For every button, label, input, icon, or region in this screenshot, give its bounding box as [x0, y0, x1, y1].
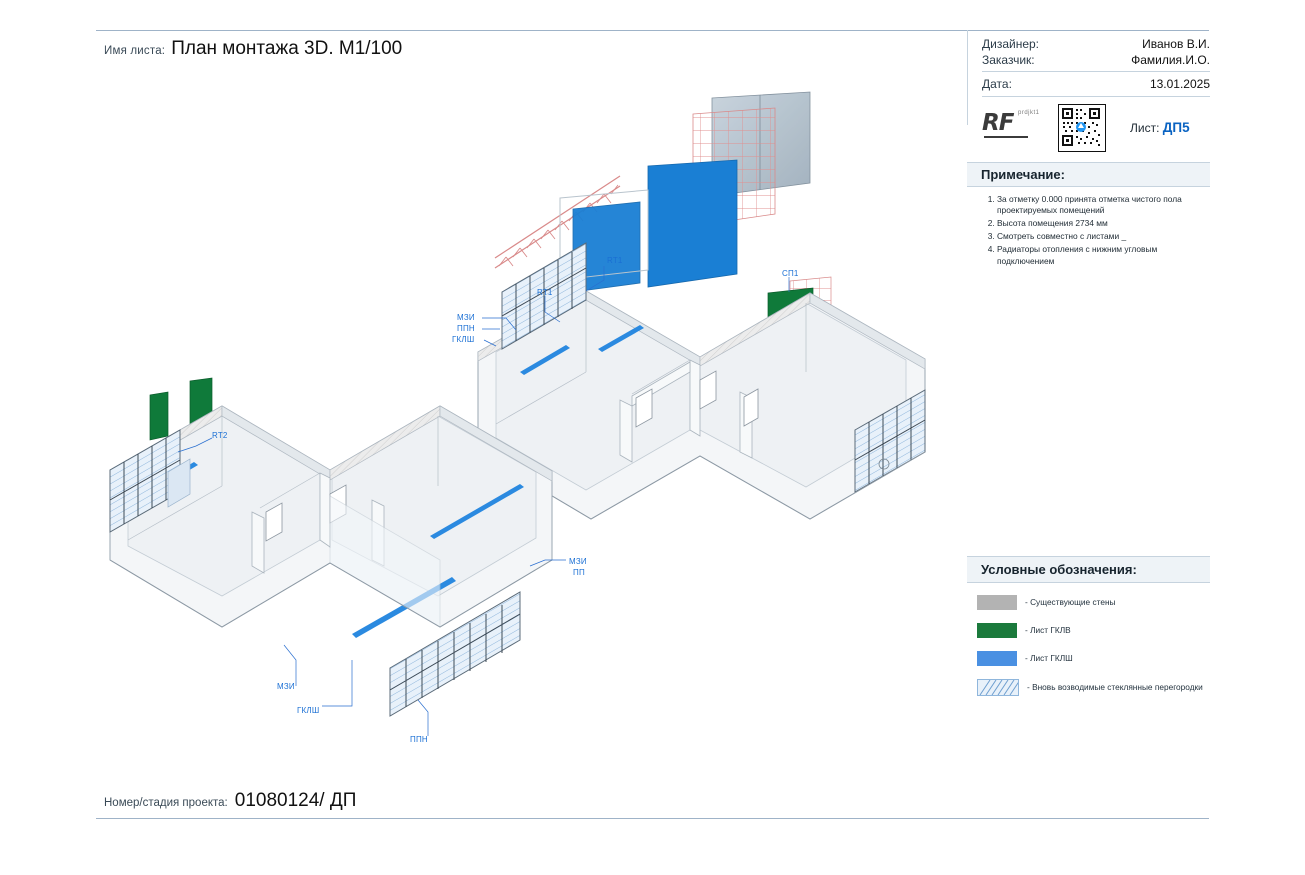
- rf-logo: [982, 110, 1052, 144]
- legend-swatch-glass-partition: [977, 679, 1019, 696]
- sheet-name-value: План монтажа 3D. М1/100: [171, 38, 403, 59]
- client-label: Заказчик:: [982, 53, 1035, 67]
- logo-subtext: prdjkt1: [1018, 110, 1040, 116]
- legend-title: Условные обозначения:: [967, 556, 1210, 583]
- sheet-name-label: Имя листа:: [104, 45, 166, 57]
- annotation-ppn-1: ППН: [457, 324, 475, 333]
- client-value: Фамилия.И.О.: [1131, 53, 1210, 67]
- exploded-panel-group-top: [495, 92, 810, 292]
- project-number-value: 01080124/ ДП: [234, 790, 357, 811]
- sheet-number-label: Лист:: [1130, 121, 1160, 135]
- note-item: 4. Радиаторы отопления с нижним угловым подключением: [997, 244, 1210, 267]
- project-number-label: Номер/стадия проекта:: [104, 797, 228, 809]
- logo-text: RF: [982, 110, 1014, 136]
- annotation-mzi-1: МЗИ: [457, 313, 475, 322]
- building-block-lower: [110, 406, 552, 716]
- project-meta-block: [982, 36, 1210, 97]
- annotation-gklsh-1: ГКЛШ: [452, 335, 475, 344]
- annotation-mzi-3: МЗИ: [277, 682, 295, 691]
- glass-hatch-icon: [978, 680, 1018, 695]
- qr-code-icon: [1059, 105, 1103, 149]
- brand-row: [982, 106, 1210, 152]
- meta-row-client: [982, 52, 1210, 68]
- legend-swatch-gklsh: [977, 651, 1017, 666]
- annotation-mzi-2: МЗИ: [569, 557, 587, 566]
- logo-underline: [984, 136, 1028, 138]
- legend-label: - Лист ГКЛВ: [1025, 625, 1071, 636]
- note-item: 2. Высота помещения 2734 мм: [997, 218, 1210, 229]
- annotation-gklsh-2: ГКЛШ: [297, 706, 320, 715]
- legend-block: [967, 556, 1210, 709]
- legend-label: - Вновь возводимые стеклянные перегородки: [1027, 682, 1203, 693]
- legend-row: [977, 595, 1210, 610]
- sheet-number-value: ДП5: [1162, 120, 1190, 135]
- annotation-rt1-a: RT1: [607, 256, 623, 265]
- annotation-sp1: СП1: [782, 269, 799, 278]
- header-vertical-divider: [967, 30, 968, 125]
- legend-items: [967, 583, 1210, 696]
- annotation-pp: ПП: [573, 568, 585, 577]
- legend-row: [977, 623, 1210, 638]
- sheet-title-block: [104, 38, 402, 60]
- legend-row: [977, 679, 1210, 696]
- annotation-ppn-2: ППН: [410, 735, 428, 744]
- footer-divider: [96, 818, 1209, 819]
- designer-value: Иванов В.И.: [1142, 37, 1210, 51]
- notes-title: Примечание:: [967, 162, 1210, 187]
- designer-label: Дизайнер:: [982, 37, 1040, 51]
- project-number-block: [104, 790, 356, 812]
- legend-label: - Существующие стены: [1025, 597, 1116, 608]
- sheet-number: [1130, 120, 1190, 135]
- header-divider: [96, 30, 1209, 31]
- meta-row-date: [982, 76, 1210, 92]
- date-value: 13.01.2025: [1149, 77, 1210, 91]
- legend-label: - Лист ГКЛШ: [1025, 653, 1073, 664]
- note-item: 3. Смотреть совместно с листами _: [997, 231, 1210, 242]
- annotation-rt1-b: RT1: [537, 288, 553, 297]
- legend-row: [977, 651, 1210, 666]
- date-label: Дата:: [982, 77, 1012, 91]
- notes-list: [967, 194, 1210, 267]
- meta-row-designer: [982, 36, 1210, 52]
- qr-code[interactable]: [1058, 104, 1106, 152]
- meta-divider-bottom: [982, 96, 1210, 97]
- annotation-rt2: RT2: [212, 431, 228, 440]
- meta-divider-top: [982, 71, 1210, 72]
- note-item: 1. За отметку 0.000 принята отметка чистого пола проектируемых помещений: [997, 194, 1210, 217]
- legend-swatch-gklv: [977, 623, 1017, 638]
- legend-swatch-existing-walls: [977, 595, 1017, 610]
- notes-block: [967, 162, 1210, 268]
